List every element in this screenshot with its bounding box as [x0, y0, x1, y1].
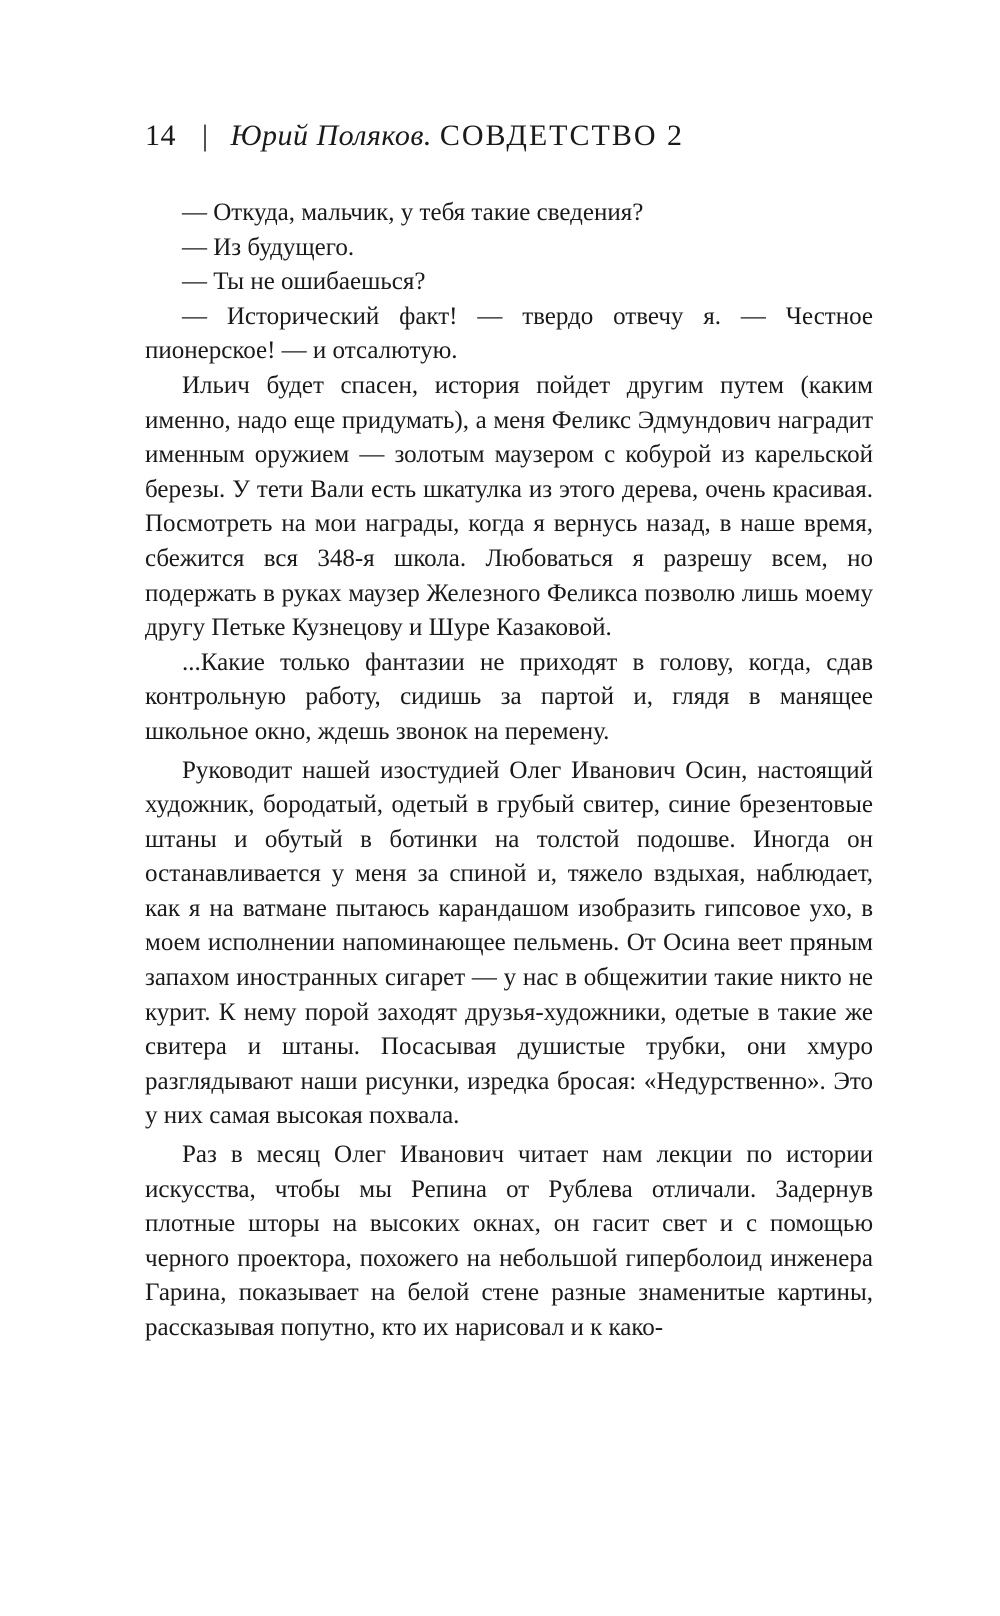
paragraph-fantasies: ...Какие только фантазии не приходят в голову, когда, сдав контрольную работу, сидишь за партой и, глядя в манящее школьное окно, ждешь звонок на перемену. [145, 648, 873, 745]
paragraph-ilyich: Ильич будет спасен, история пойдет другим путем (каким именно, надо еще придумать), а меня Феликс Эдмундович наградит именным оружием — золотым маузером с кобурой из карельской березы. У тети Вали есть шкатулка из этого дерева, очень красивая. Посмотреть на мои награды, когда я вернусь назад, в наше время, сбежится вся 348-я школа. Любоваться я разрешу всем, но подержать в руках маузер Железного Феликса позволю лишь моему другу Петьке Кузнецову и Шуре Казаковой. [145, 371, 873, 642]
paragraph-osin: Руководит нашей изостудией Олег Иванович Осин, настоящий художник, бородатый, одетый в грубый свитер, синие брезентовые штаны и обутый в ботинки на толстой подошве. Иногда он останавливается у меня за спиной и, тяжело вздыхая, наблюдает, как я на ватмане пытаюсь карандашом изобразить гипсовое ухо, в моем исполнении напоминающее пельмень. От Осина веет пряным запахом иностранных сигарет — у нас в общежитии такие никто не курит. К нему порой заходят друзья-художники, одетые в такие же свитера и штаны. Посасывая душистые трубки, они хмуро разглядывают наши рисунки, изредка бросая: «Недурственно». Это у них самая высокая похвала. [145, 756, 873, 1130]
paragraph-dialogue-4: — Исторический факт! — твердо отвечу я. — Честное пионерское! — и отсалютую. [145, 302, 873, 365]
page-number: 14 [145, 119, 176, 152]
author-name: Юрий Поляков. [230, 119, 432, 152]
book-title: СОВДЕТСТВО 2 [439, 119, 685, 152]
running-header [145, 116, 684, 156]
paragraph-dialogue-2: — Из будущего. [182, 233, 355, 261]
paragraph-dialogue-3: — Ты не ошибаешься? [182, 268, 426, 296]
paragraph-lectures: Раз в месяц Олег Иванович читает нам лекции по истории искусства, чтобы мы Репина от Рублева отличали. Задернув плотные шторы на высоких окнах, он гасит свет и с помощью черного проектора, похожего на небольшой гиперболоид инженера Гарина, показывает на белой стене разные знаменитые картины, рассказывая попутно, кто их нарисовал и к како- [145, 1141, 873, 1341]
header-separator: | [202, 119, 209, 152]
paragraph-dialogue-1: — Откуда, мальчик, у тебя такие сведения? [182, 199, 644, 226]
page-body [145, 196, 873, 1346]
